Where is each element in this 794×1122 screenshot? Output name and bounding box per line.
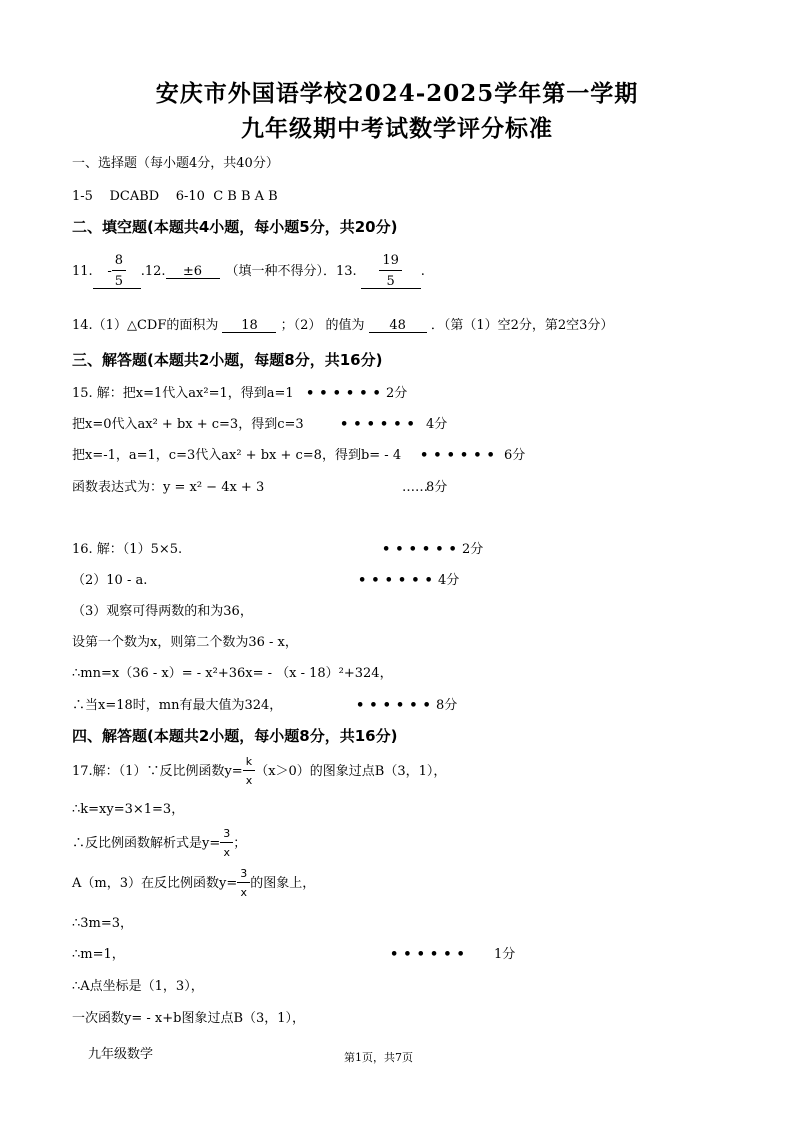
section-3-heading: 三、解答题(本题共2小题，每题8分，共16分) xyxy=(72,351,383,369)
q11-label: 11. xyxy=(72,264,93,279)
q17-line-3-denominator: x xyxy=(223,846,230,859)
section-1-answers: 1-5 DCABD 6-10 C B B A B xyxy=(72,189,278,204)
q17-fraction-k-denominator: x xyxy=(245,774,253,787)
q13-answer xyxy=(361,254,421,289)
q11-denominator: 5 xyxy=(114,274,124,289)
q17-line-4-numerator: 3 xyxy=(237,868,250,883)
q15-line-1-score: 2分 xyxy=(386,386,408,401)
q16-line-6-dots: •••••• xyxy=(356,698,436,713)
q17-line-4-denominator: x xyxy=(240,886,247,899)
q14-part1-text: 14.（1）△CDF的面积为 xyxy=(72,318,219,333)
footer-subject: 九年级数学 xyxy=(88,1047,154,1062)
q15-line-1-dots: •••••• xyxy=(306,386,386,401)
q13-end: . xyxy=(420,264,425,279)
section-2-heading: 二、填空题(本题共4小题，每小题5分，共20分) xyxy=(72,218,398,236)
q17-line-3-text-a: ∴反比例函数解析式是y= xyxy=(72,835,221,851)
q17-fraction-3-over-x-2 xyxy=(237,868,250,898)
q17-line-8: 一次函数y= - x+b图象过点B（3，1）， xyxy=(72,1011,306,1026)
q14-note: ．（第（1）空2分，第2空3分） xyxy=(430,318,614,333)
page-title: 安庆市外国语学校2024-2025学年第一学期 xyxy=(155,80,639,107)
q17-line-4 xyxy=(72,868,315,898)
q15-line-4-dots: …… xyxy=(402,480,428,495)
q15-line-4: 函数表达式为：y = x² − 4x + 3 xyxy=(72,480,265,495)
q17-line-2: ∴k=xy=3×1=3， xyxy=(72,802,185,817)
q14-part2-text: ；（2） 的值为 xyxy=(280,318,365,333)
q17-line-6-dots: •••••• xyxy=(390,947,470,962)
q15-line-4-score: 8分 xyxy=(426,480,448,495)
q16-line-2: （2）10 - a. xyxy=(72,573,148,588)
q17-line-1-text-b: （x＞0）的图象过点B（3，1）， xyxy=(255,763,447,779)
q17-line-7: ∴A点坐标是（1，3）， xyxy=(72,979,204,994)
q16-line-3: （3）观察可得两数的和为36， xyxy=(72,604,253,619)
q12-label: .12. xyxy=(140,264,166,279)
q16-line-6-score: 8分 xyxy=(436,698,458,713)
page-subtitle: 九年级期中考试数学评分标准 xyxy=(241,115,553,142)
q17-line-3-numerator: 3 xyxy=(220,828,233,843)
q17-fraction-3-over-x xyxy=(220,828,233,858)
q12-note: （填一种不得分）．13. xyxy=(225,264,357,279)
q11-fraction xyxy=(112,254,126,288)
q15-line-3: 把x=-1，a=1，c=3代入ax² + bx + c=8，得到b= - 4 xyxy=(72,448,402,463)
q15-line-2-score: 4分 xyxy=(426,417,448,432)
q13-fraction xyxy=(379,254,402,288)
q16-line-1-score: 2分 xyxy=(462,542,484,557)
q12-answer: ±6 xyxy=(166,265,220,279)
q16-line-2-score: 4分 xyxy=(438,573,460,588)
q16-line-5: ∴mn=x（36 - x）= - x²+36x= - （x - 18）²+324， xyxy=(72,666,393,681)
q16-line-6: ∴当x=18时，mn有最大值为324， xyxy=(72,698,283,713)
q17-line-5: ∴3m=3， xyxy=(72,916,134,931)
q11-answer xyxy=(93,254,141,289)
footer-page-number: 第1页，共7页 xyxy=(344,1051,413,1064)
q17-line-4-text-a: A（m，3）在反比例函数y= xyxy=(72,875,238,891)
q17-fraction-k-numerator: k xyxy=(243,756,255,771)
q17-line-6: ∴m=1， xyxy=(72,947,125,962)
section-4-heading: 四、解答题(本题共2小题，每小题8分，共16分) xyxy=(72,727,398,745)
q15-line-1: 15. 解：把x=1代入ax²=1，得到a=1 xyxy=(72,386,294,401)
q14-answer-2: 48 xyxy=(369,319,427,333)
q13-numerator: 19 xyxy=(379,254,402,271)
q17-line-3-text-b: ； xyxy=(233,835,247,851)
q17-line-1-text-a: 17.解：（1）∵反比例函数y= xyxy=(72,763,243,779)
q17-line-1 xyxy=(72,756,446,786)
q17-line-3 xyxy=(72,828,246,858)
q16-line-4: 设第一个数为x，则第二个数为36 - x， xyxy=(72,635,298,650)
q11-sign: - xyxy=(107,263,112,279)
q16-line-2-dots: •••••• xyxy=(358,573,438,588)
q14-line xyxy=(72,319,613,333)
q11-numerator: 8 xyxy=(112,254,126,271)
q16-line-1-dots: •••••• xyxy=(382,542,462,557)
q17-line-4-text-b: 的图象上， xyxy=(250,875,316,891)
q15-line-2-dots: •••••• xyxy=(340,417,420,432)
q14-answer-1: 18 xyxy=(222,319,276,333)
q15-line-2: 把x=0代入ax² + bx + c=3，得到c=3 xyxy=(72,417,304,432)
q16-line-1: 16. 解：（1）5×5. xyxy=(72,542,183,557)
q11-13-line xyxy=(72,254,425,289)
section-1-heading: 一、选择题（每小题4分，共40分） xyxy=(72,156,279,171)
q17-fraction-k-over-x xyxy=(243,756,256,786)
q15-line-3-dots: •••••• xyxy=(420,448,500,463)
q17-line-6-score: 1分 xyxy=(494,947,516,962)
q15-line-3-score: 6分 xyxy=(504,448,526,463)
q13-denominator: 5 xyxy=(386,274,395,289)
